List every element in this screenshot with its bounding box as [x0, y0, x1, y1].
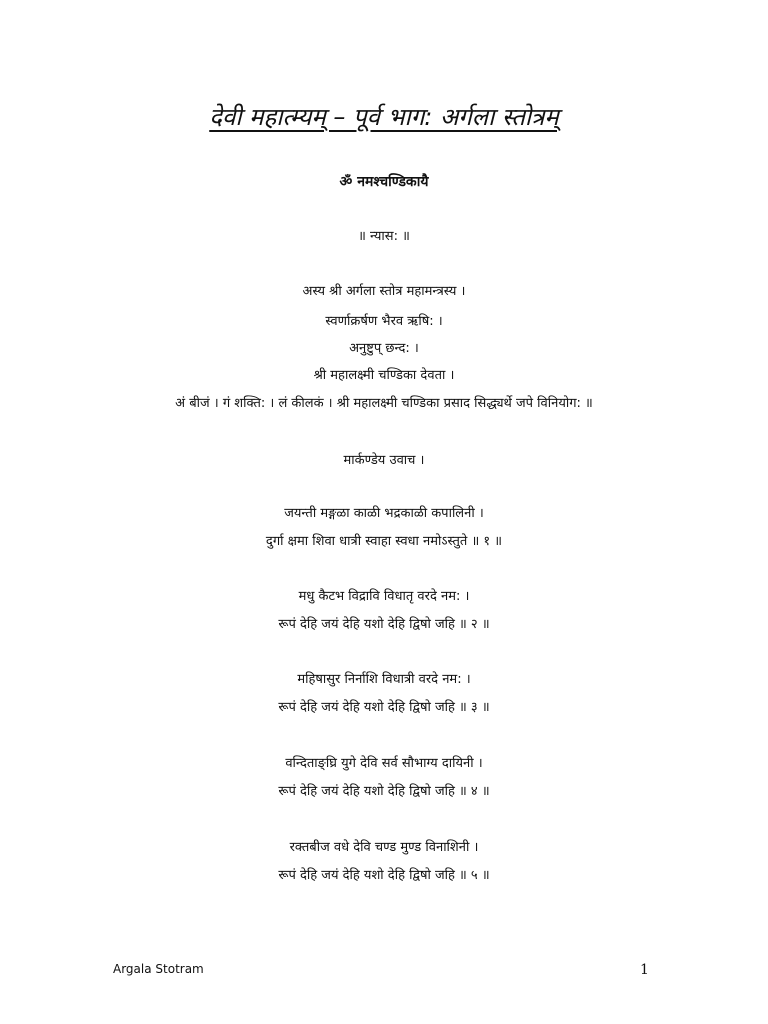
footer-page-number: 1 — [640, 962, 649, 978]
invocation-line: ॐ नमश्चण्डिकायै — [339, 174, 429, 190]
verse-line: मधु कैटभ विद्रावि विधातृ वरदे नम: । — [298, 589, 470, 604]
verse-line: रूपं देहि जयं देहि यशो देहि द्विषो जहि ॥ २ ॥ — [278, 617, 490, 632]
verse-line: वन्दिताङ्घ्रि युगे देवि सर्व सौभाग्य दायिनी । — [285, 756, 483, 771]
verse-line: रक्तबीज वधे देवि चण्ड मुण्ड विनाशिनी । — [289, 840, 479, 855]
footer-document-name: Argala Stotram — [113, 962, 204, 976]
nyasa-line: अं बीजं । गं शक्ति: । लं कीलकं । श्री महालक्ष्मी चण्डिका प्रसाद सिद्ध्यर्थे जपे विनियोग: ॥ — [175, 396, 593, 411]
nyasa-line: स्वर्णाक्रर्षण भैरव ऋषि: । — [325, 314, 443, 329]
nyasa-line: श्री महालक्ष्मी चण्डिका देवता । — [313, 368, 455, 383]
verse-line: रूपं देहि जयं देहि यशो देहि द्विषो जहि ॥ ५ ॥ — [278, 868, 490, 883]
verse-line: रूपं देहि जयं देहि यशो देहि द्विषो जहि ॥ ४ ॥ — [278, 784, 490, 799]
page-title: देवी महात्म्यम् – पूर्व भाग: अर्गला स्तोत्रम् — [209, 103, 559, 131]
verse-line: महिषासुर निर्नाशि विधात्री वरदे नम: । — [297, 672, 471, 687]
verse-line: जयन्ती मङ्गळा काळी भद्रकाळी कपालिनी । — [284, 506, 484, 521]
speaker-line: मार्कण्डेय उवाच । — [343, 453, 425, 468]
verse-line: रूपं देहि जयं देहि यशो देहि द्विषो जहि ॥ ३ ॥ — [278, 700, 490, 715]
nyasa-line: अनुष्टुप् छन्द: । — [349, 341, 419, 356]
verse-line: दुर्गा क्षमा शिवा धात्री स्वाहा स्वधा नमोऽस्तुते ॥ १ ॥ — [265, 534, 503, 549]
nyasa-line: अस्य श्री अर्गला स्तोत्र महामन्त्रस्य । — [302, 284, 466, 299]
nyasa-heading: ॥ न्यास: ॥ — [358, 229, 410, 244]
